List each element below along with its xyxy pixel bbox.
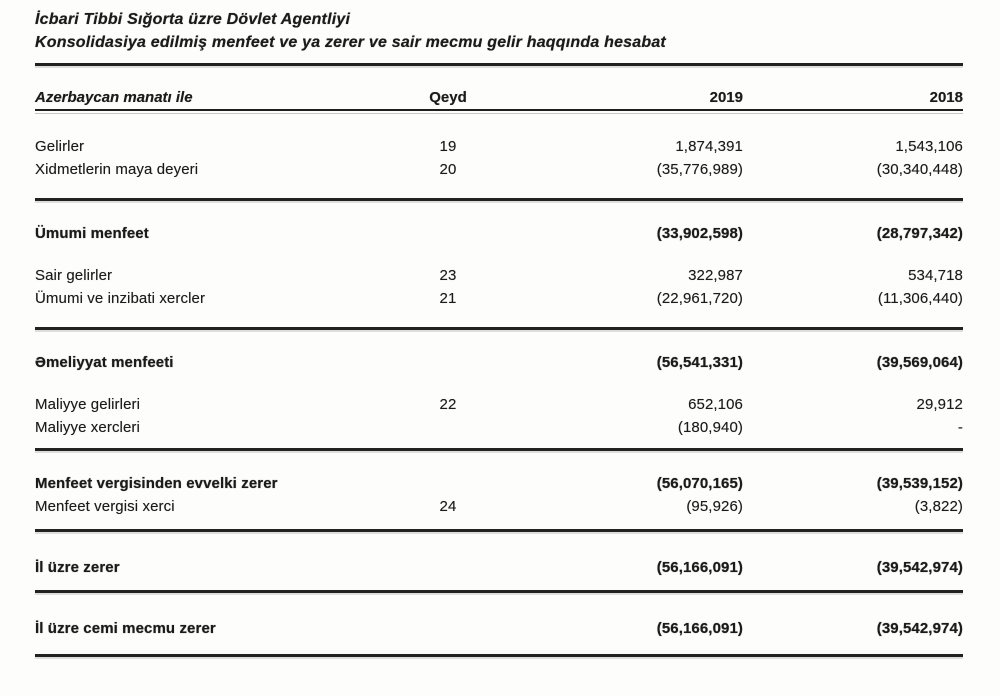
table-row [35,416,963,439]
note-ref: 21 [439,290,457,307]
table-row [35,135,963,158]
row-label: Sair gelirler [35,267,113,284]
table-row [35,472,963,495]
table-header-row [35,87,963,106]
row-label: İl üzre zerer [35,559,120,576]
section-divider [35,654,963,657]
title-divider [35,63,963,66]
document-subtitle: Konsolidasiya edilmiş menfeet ve ya zerer ve sair mecmu gelir haqqında hesabat [35,34,666,51]
table-row [35,556,963,579]
value-2019: (180,940) [677,419,743,436]
statement-section [35,201,963,327]
value-2018: (39,542,974) [876,559,963,576]
note-ref: 22 [439,396,457,413]
note-ref [403,222,493,245]
value-2018: (28,797,342) [876,225,963,242]
statement-section [35,451,963,529]
row-label: Əmeliyyat menfeeti [35,354,174,371]
note-ref [403,472,493,495]
header-currency-label: Azerbaycan manatı ile [35,89,193,106]
table-row [35,393,963,416]
document-title: İcbari Tibbi Sığorta üzre Dövlet Agentliyi [35,11,351,28]
value-2019: (56,070,165) [656,475,743,492]
value-2018: (11,306,440) [877,290,963,307]
value-2018: 534,718 [908,267,963,284]
value-2018: (39,569,064) [876,354,963,371]
table-row [35,495,963,518]
value-2018: 1,543,106 [895,138,963,155]
row-label: Gelirler [35,138,85,155]
note-ref: 19 [439,138,457,155]
value-2018: - [957,419,963,436]
value-2018: (30,340,448) [876,161,963,178]
value-2019: (56,541,331) [656,354,743,371]
header-divider [35,109,963,111]
row-label: Ümumi ve inzibati xercler [35,290,206,307]
value-2018: (39,539,152) [876,475,963,492]
value-2018: 29,912 [916,396,963,413]
table-row [35,287,963,310]
row-label: Ümumi menfeet [35,225,149,242]
note-ref [403,351,493,374]
value-2018: (39,542,974) [876,620,963,637]
value-2019: (35,776,989) [656,161,743,178]
row-label: Maliyye xercleri [35,419,140,436]
value-2019: 322,987 [688,267,743,284]
table-row [35,351,963,374]
note-ref: 24 [439,498,457,515]
note-ref: 20 [439,161,457,178]
statement-section [35,532,963,590]
row-label: İl üzre cemi mecmu zerer [35,620,216,637]
table-row [35,617,963,640]
table-row [35,158,963,181]
header-year-2019: 2019 [709,89,743,106]
statement-section [35,593,963,654]
value-2019: (33,902,598) [656,225,743,242]
value-2019: 1,874,391 [675,138,743,155]
value-2018: (3,822) [914,498,963,515]
value-2019: (95,926) [686,498,743,515]
note-ref: 23 [439,267,457,284]
row-label: Menfeet vergisi xerci [35,498,175,515]
value-2019: (56,166,091) [656,620,743,637]
header-note-column: Qeyd [429,89,467,106]
table-row [35,222,963,245]
statement-section [35,330,963,448]
row-label: Menfeet vergisinden evvelki zerer [35,475,278,492]
note-ref [403,617,493,640]
value-2019: 652,106 [688,396,743,413]
value-2019: (22,961,720) [656,290,743,307]
statement-section [35,114,963,198]
header-year-2018: 2018 [929,89,963,106]
table-row [35,264,963,287]
row-label: Xidmetlerin maya deyeri [35,161,199,178]
document-title-block [35,8,963,54]
statement-table-body [35,114,963,657]
row-label: Maliyye gelirleri [35,396,141,413]
note-ref [403,416,493,439]
value-2019: (56,166,091) [656,559,743,576]
note-ref [403,556,493,579]
